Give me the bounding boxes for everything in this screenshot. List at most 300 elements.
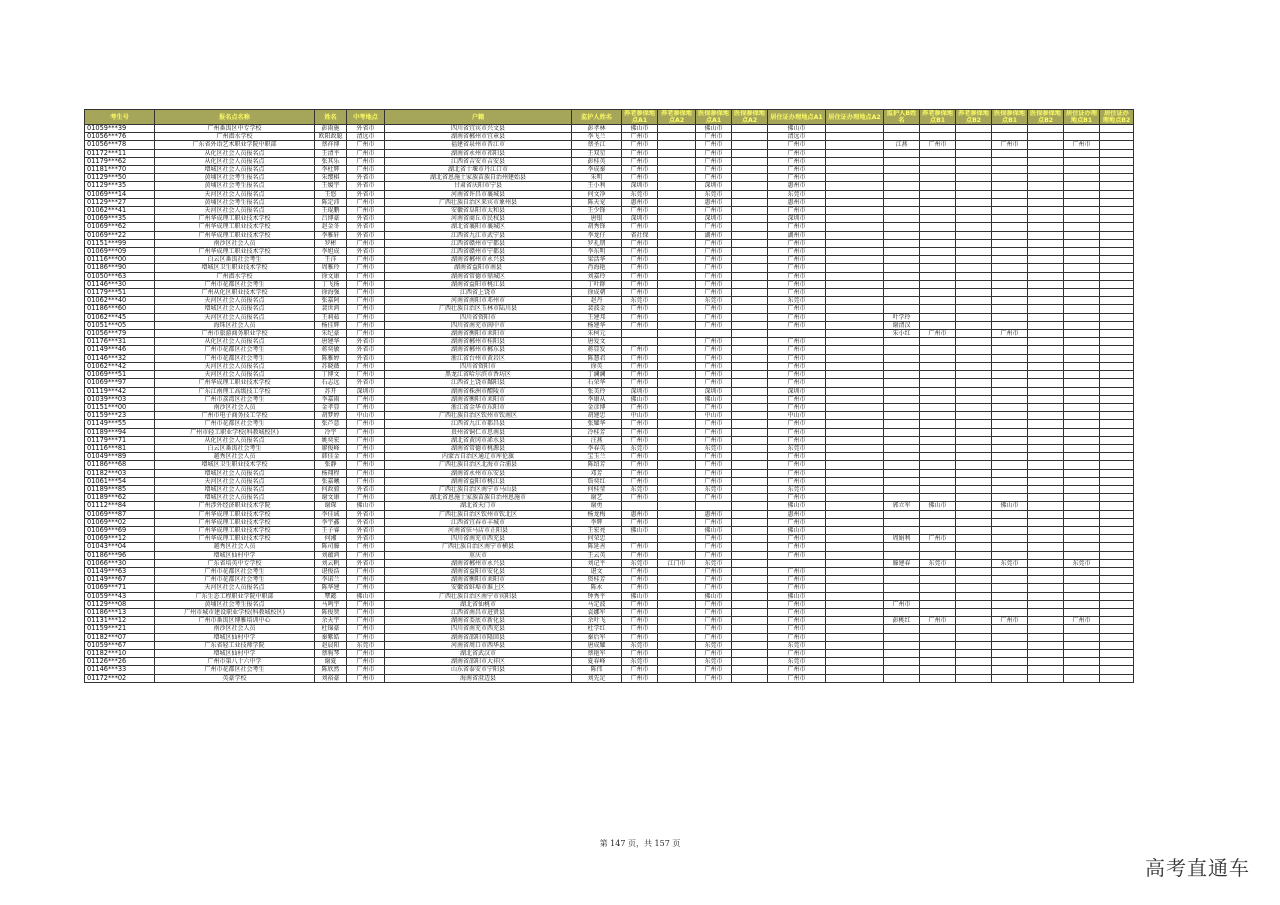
table-cell bbox=[920, 149, 956, 157]
table-cell bbox=[1028, 125, 1064, 133]
table-cell: 夏春峰 bbox=[572, 658, 622, 666]
table-cell bbox=[920, 297, 956, 305]
table-cell: 湖州市 bbox=[768, 231, 826, 239]
table-cell bbox=[1064, 436, 1100, 444]
table-row bbox=[85, 412, 1134, 420]
table-cell: 广州市 bbox=[347, 617, 385, 625]
table-cell: 天河区社会人员报名点 bbox=[155, 297, 315, 305]
table-cell bbox=[1028, 444, 1064, 452]
table-cell bbox=[920, 608, 956, 616]
table-cell: 广州市 bbox=[768, 264, 826, 272]
table-cell bbox=[920, 428, 956, 436]
table-cell bbox=[658, 280, 696, 288]
table-cell bbox=[884, 182, 920, 190]
table-cell: 惠州市 bbox=[622, 198, 658, 206]
table-cell bbox=[826, 444, 884, 452]
table-cell: 何湘 bbox=[315, 535, 347, 543]
table-cell: 广州市 bbox=[622, 239, 658, 247]
table-cell: 01186***90 bbox=[85, 264, 155, 272]
table-cell bbox=[1028, 198, 1064, 206]
table-cell bbox=[1100, 674, 1134, 682]
table-cell: 深圳市 bbox=[768, 215, 826, 223]
table-cell bbox=[992, 436, 1028, 444]
table-cell: 广州市 bbox=[347, 403, 385, 411]
table-cell: 广州市 bbox=[622, 223, 658, 231]
table-cell: 广州市 bbox=[622, 608, 658, 616]
table-cell: 01149***55 bbox=[85, 420, 155, 428]
table-cell: 01149***67 bbox=[85, 576, 155, 584]
table-cell: 广州市 bbox=[347, 280, 385, 288]
table-cell bbox=[1100, 625, 1134, 633]
table-cell bbox=[884, 403, 920, 411]
table-cell: 惠州市 bbox=[696, 510, 732, 518]
table-cell: 覃懿 bbox=[315, 592, 347, 600]
table-cell: 01129***35 bbox=[85, 182, 155, 190]
table-cell: 李旭成 bbox=[315, 248, 347, 256]
table-cell bbox=[826, 133, 884, 141]
table-cell: 广州市 bbox=[696, 141, 732, 149]
table-cell: 深圳市 bbox=[696, 387, 732, 395]
table-cell: 广州市 bbox=[920, 535, 956, 543]
table-cell: 广州市 bbox=[622, 166, 658, 174]
table-cell: 天河区社会人员报名点 bbox=[155, 362, 315, 370]
table-cell bbox=[1100, 444, 1134, 452]
table-cell bbox=[732, 477, 768, 485]
table-cell: 重庆市 bbox=[385, 551, 572, 559]
table-cell: 广州市 bbox=[696, 666, 732, 674]
table-cell bbox=[1028, 272, 1064, 280]
table-cell bbox=[956, 485, 992, 493]
table-cell bbox=[920, 190, 956, 198]
table-cell: 01050***63 bbox=[85, 272, 155, 280]
table-cell: 肖海艳 bbox=[572, 264, 622, 272]
table-cell bbox=[826, 125, 884, 133]
table-cell bbox=[1064, 133, 1100, 141]
table-cell: 广州市 bbox=[696, 280, 732, 288]
table-cell: 广州市 bbox=[696, 608, 732, 616]
table-cell bbox=[956, 198, 992, 206]
table-cell bbox=[1028, 338, 1064, 346]
table-cell bbox=[884, 166, 920, 174]
table-cell: 01182***03 bbox=[85, 469, 155, 477]
table-cell: 秦后军 bbox=[572, 633, 622, 641]
table-cell bbox=[1100, 133, 1134, 141]
table-cell: 清远市 bbox=[768, 133, 826, 141]
table-cell bbox=[992, 174, 1028, 182]
table-cell: 王清平 bbox=[315, 149, 347, 157]
table-cell: 东莞市 bbox=[622, 444, 658, 452]
table-row bbox=[85, 633, 1134, 641]
table-cell bbox=[732, 526, 768, 534]
table-cell: 广州市 bbox=[696, 149, 732, 157]
table-cell: 朱明 bbox=[572, 174, 622, 182]
table-cell bbox=[1028, 576, 1064, 584]
table-cell bbox=[884, 453, 920, 461]
table-cell bbox=[1064, 444, 1100, 452]
table-cell bbox=[920, 313, 956, 321]
table-cell: 广州市 bbox=[696, 436, 732, 444]
table-cell bbox=[732, 182, 768, 190]
table-cell: 安徽省蚌埠市淮上区 bbox=[385, 584, 572, 592]
table-cell bbox=[992, 190, 1028, 198]
table-cell: 01116***00 bbox=[85, 256, 155, 264]
table-cell: 广州市 bbox=[347, 330, 385, 338]
table-cell: 增城区仙村中学 bbox=[155, 650, 315, 658]
table-cell: 湖南省郴州市永兴县 bbox=[385, 559, 572, 567]
table-cell bbox=[992, 453, 1028, 461]
table-cell bbox=[1028, 477, 1064, 485]
table-cell bbox=[658, 149, 696, 157]
table-cell bbox=[1028, 453, 1064, 461]
table-cell bbox=[732, 362, 768, 370]
table-row bbox=[85, 272, 1134, 280]
table-cell: 广州市 bbox=[622, 379, 658, 387]
table-cell: 王少锋 bbox=[572, 207, 622, 215]
table-cell bbox=[1028, 346, 1064, 354]
table-cell bbox=[992, 166, 1028, 174]
table-cell: 广州市 bbox=[768, 248, 826, 256]
column-header: 养老参保地点B1 bbox=[920, 110, 956, 125]
table-cell bbox=[920, 321, 956, 329]
table-cell bbox=[732, 567, 768, 575]
table-cell bbox=[1100, 584, 1134, 592]
table-row bbox=[85, 215, 1134, 223]
table-cell bbox=[658, 658, 696, 666]
table-cell bbox=[992, 280, 1028, 288]
table-cell bbox=[1064, 510, 1100, 518]
table-cell bbox=[920, 280, 956, 288]
table-cell bbox=[956, 617, 992, 625]
table-cell bbox=[732, 190, 768, 198]
table-cell bbox=[992, 420, 1028, 428]
table-cell: 01129***50 bbox=[85, 174, 155, 182]
table-cell bbox=[1100, 633, 1134, 641]
table-cell: 蔡圣江 bbox=[572, 141, 622, 149]
table-cell: 01129***27 bbox=[85, 198, 155, 206]
table-cell bbox=[884, 436, 920, 444]
table-cell: 黄埔区社会考生报名点 bbox=[155, 182, 315, 190]
table-cell bbox=[992, 362, 1028, 370]
table-cell: 广州市 bbox=[347, 289, 385, 297]
table-cell bbox=[732, 395, 768, 403]
table-cell: 汪燕 bbox=[572, 436, 622, 444]
table-cell bbox=[826, 166, 884, 174]
table-cell bbox=[1028, 395, 1064, 403]
column-header: 医保参保地点B2 bbox=[1028, 110, 1064, 125]
table-cell: 广州市 bbox=[696, 272, 732, 280]
table-cell bbox=[1028, 650, 1064, 658]
table-cell bbox=[920, 641, 956, 649]
table-cell bbox=[826, 362, 884, 370]
table-cell bbox=[992, 551, 1028, 559]
table-cell: 李嘉雨 bbox=[315, 395, 347, 403]
table-cell bbox=[1064, 239, 1100, 247]
table-cell: 谢夏 bbox=[315, 658, 347, 666]
table-cell: 廖俊峰 bbox=[315, 444, 347, 452]
table-cell: 广州市 bbox=[622, 141, 658, 149]
table-cell bbox=[732, 305, 768, 313]
table-cell bbox=[884, 461, 920, 469]
table-row bbox=[85, 141, 1134, 149]
table-cell bbox=[1028, 239, 1064, 247]
table-cell: 王双星 bbox=[572, 149, 622, 157]
table-cell: 湖北省恩施土家族苗族自治州建始县 bbox=[385, 174, 572, 182]
table-cell bbox=[1100, 412, 1134, 420]
table-cell bbox=[884, 526, 920, 534]
table-cell bbox=[658, 157, 696, 165]
table-cell bbox=[920, 125, 956, 133]
table-cell bbox=[920, 207, 956, 215]
table-cell: 江燕 bbox=[884, 141, 920, 149]
table-cell bbox=[732, 625, 768, 633]
table-cell bbox=[732, 297, 768, 305]
table-cell: 广州市 bbox=[347, 567, 385, 575]
table-cell: 广州市第八十六中学 bbox=[155, 658, 315, 666]
table-cell: 李康从 bbox=[572, 395, 622, 403]
table-cell: 广州市 bbox=[768, 371, 826, 379]
table-cell: 从化区社会人员报名点 bbox=[155, 338, 315, 346]
table-row bbox=[85, 477, 1134, 485]
table-cell: 徐文康 bbox=[315, 272, 347, 280]
table-cell: 广州市 bbox=[622, 272, 658, 280]
table-cell bbox=[1064, 207, 1100, 215]
table-cell bbox=[1028, 412, 1064, 420]
table-cell bbox=[1064, 305, 1100, 313]
table-cell bbox=[956, 125, 992, 133]
table-cell bbox=[1100, 658, 1134, 666]
table-cell bbox=[658, 674, 696, 682]
table-cell: 广州市 bbox=[622, 477, 658, 485]
table-cell bbox=[696, 330, 732, 338]
table-cell bbox=[658, 592, 696, 600]
table-cell: 外省市 bbox=[347, 535, 385, 543]
table-cell: 广州市 bbox=[622, 518, 658, 526]
table-cell: 广州市 bbox=[696, 428, 732, 436]
column-header: 养老参保地点A1 bbox=[622, 110, 658, 125]
table-cell bbox=[1100, 494, 1134, 502]
table-cell: 01159***21 bbox=[85, 625, 155, 633]
table-cell: 广州市 bbox=[347, 453, 385, 461]
table-cell: 湖南省常德市鼎城区 bbox=[385, 272, 572, 280]
table-cell bbox=[658, 141, 696, 149]
table-cell: 广州市 bbox=[696, 535, 732, 543]
table-cell: 周雅玲 bbox=[315, 264, 347, 272]
table-cell: 广州市 bbox=[768, 477, 826, 485]
table-cell: 冷桂芳 bbox=[572, 428, 622, 436]
table-cell: 徐海强 bbox=[315, 289, 347, 297]
table-cell: 广州市 bbox=[347, 469, 385, 477]
table-cell: 01189***62 bbox=[85, 494, 155, 502]
table-cell bbox=[956, 248, 992, 256]
table-cell: 张美玲 bbox=[572, 387, 622, 395]
table-cell bbox=[1100, 469, 1134, 477]
table-row bbox=[85, 305, 1134, 313]
table-cell: 广州从化区职业技术学校 bbox=[155, 289, 315, 297]
table-cell: 广州市 bbox=[347, 239, 385, 247]
table-cell: 东莞市 bbox=[622, 641, 658, 649]
table-cell: 东莞市 bbox=[768, 658, 826, 666]
table-cell: 唐爱文 bbox=[572, 338, 622, 346]
table-cell bbox=[956, 182, 992, 190]
table-cell bbox=[1064, 346, 1100, 354]
table-cell: 广州市 bbox=[768, 305, 826, 313]
table-cell bbox=[956, 592, 992, 600]
table-cell bbox=[1100, 346, 1134, 354]
table-cell bbox=[992, 133, 1028, 141]
table-cell bbox=[1028, 666, 1064, 674]
table-cell: 河南省商丘市民权县 bbox=[385, 215, 572, 223]
table-cell: 东莞市 bbox=[768, 190, 826, 198]
table-cell: 江西省九江市武宁县 bbox=[385, 231, 572, 239]
table-cell bbox=[884, 338, 920, 346]
table-cell: 01049***89 bbox=[85, 453, 155, 461]
table-cell: 江西省吉安市吉安县 bbox=[385, 157, 572, 165]
table-cell bbox=[732, 592, 768, 600]
table-cell bbox=[658, 190, 696, 198]
table-cell: 广州华成理工职业技术学校 bbox=[155, 510, 315, 518]
table-cell: 外省市 bbox=[347, 338, 385, 346]
table-cell: 东莞市 bbox=[1064, 559, 1100, 567]
table-cell bbox=[1064, 166, 1100, 174]
table-row bbox=[85, 354, 1134, 362]
table-cell bbox=[826, 420, 884, 428]
table-cell: 广州市 bbox=[696, 469, 732, 477]
table-cell bbox=[732, 125, 768, 133]
table-row bbox=[85, 485, 1134, 493]
table-cell: 01051***05 bbox=[85, 321, 155, 329]
table-cell bbox=[826, 453, 884, 461]
table-cell bbox=[658, 174, 696, 182]
table-cell: 江西省九江市都昌县 bbox=[385, 420, 572, 428]
table-cell: 欧阳政聪 bbox=[315, 133, 347, 141]
table-cell bbox=[1028, 494, 1064, 502]
table-cell bbox=[884, 551, 920, 559]
table-cell: 广州华成理工职业技术学校 bbox=[155, 518, 315, 526]
table-cell: 陈伟 bbox=[572, 666, 622, 674]
table-cell bbox=[658, 600, 696, 608]
table-cell: 广州市 bbox=[696, 239, 732, 247]
table-cell bbox=[658, 231, 696, 239]
table-cell bbox=[956, 379, 992, 387]
table-cell: 01056***79 bbox=[85, 330, 155, 338]
table-cell: 广州市 bbox=[622, 403, 658, 411]
table-cell: 江西省赣州市宁都县 bbox=[385, 248, 572, 256]
table-cell: 蒋奕敏 bbox=[315, 346, 347, 354]
table-cell: 广州市 bbox=[347, 305, 385, 313]
table-cell: 广州市 bbox=[622, 321, 658, 329]
table-cell bbox=[1100, 608, 1134, 616]
table-cell: 深圳市 bbox=[696, 182, 732, 190]
table-cell: 广州市 bbox=[696, 461, 732, 469]
table-cell: 深圳市 bbox=[696, 215, 732, 223]
table-cell: 王宏亮 bbox=[572, 526, 622, 534]
table-cell bbox=[956, 543, 992, 551]
table-cell bbox=[1100, 313, 1134, 321]
table-cell: 01182***10 bbox=[85, 650, 155, 658]
table-row bbox=[85, 576, 1134, 584]
table-cell bbox=[1028, 485, 1064, 493]
table-cell bbox=[956, 223, 992, 231]
table-cell: 01056***78 bbox=[85, 141, 155, 149]
table-cell bbox=[920, 543, 956, 551]
table-cell: 广州市 bbox=[768, 141, 826, 149]
table-row bbox=[85, 674, 1134, 682]
table-cell bbox=[622, 338, 658, 346]
table-cell: 金彦博 bbox=[572, 403, 622, 411]
table-cell: 01116***81 bbox=[85, 444, 155, 452]
table-cell: 广东省培英中专学校 bbox=[155, 559, 315, 567]
table-cell: 广州市 bbox=[884, 600, 920, 608]
table-row bbox=[85, 617, 1134, 625]
table-cell: 广州市 bbox=[768, 321, 826, 329]
table-cell: 广州市 bbox=[768, 289, 826, 297]
table-cell bbox=[1028, 526, 1064, 534]
table-cell bbox=[1100, 338, 1134, 346]
table-cell bbox=[956, 338, 992, 346]
table-cell: 杨龙梅 bbox=[572, 510, 622, 518]
table-cell bbox=[826, 231, 884, 239]
table-cell: 增城区卫生职业技术学校 bbox=[155, 461, 315, 469]
table-cell bbox=[920, 379, 956, 387]
table-cell bbox=[1100, 305, 1134, 313]
table-cell: 广州华成理工职业技术学校 bbox=[155, 526, 315, 534]
table-row bbox=[85, 567, 1134, 575]
table-cell: 广州市花都区社会考生 bbox=[155, 354, 315, 362]
table-cell bbox=[884, 650, 920, 658]
table-cell bbox=[732, 428, 768, 436]
table-cell bbox=[1064, 215, 1100, 223]
table-cell: 广州市 bbox=[768, 494, 826, 502]
table-cell: 李成秦 bbox=[572, 166, 622, 174]
table-cell bbox=[884, 477, 920, 485]
table-cell: 刘嘉玲 bbox=[572, 272, 622, 280]
table-cell: 彭桃红 bbox=[884, 617, 920, 625]
table-cell bbox=[884, 264, 920, 272]
table-cell: 01062***42 bbox=[85, 362, 155, 370]
table-cell bbox=[1100, 510, 1134, 518]
table-cell: 广州市 bbox=[622, 584, 658, 592]
table-cell: 湖州市 bbox=[696, 231, 732, 239]
table-cell bbox=[956, 395, 992, 403]
table-cell: 外省市 bbox=[347, 354, 385, 362]
table-row bbox=[85, 280, 1134, 288]
table-cell: 广州华成理工职业技术学校 bbox=[155, 535, 315, 543]
table-cell: 佛山市 bbox=[347, 502, 385, 510]
table-cell: 广州市 bbox=[696, 543, 732, 551]
table-cell bbox=[658, 362, 696, 370]
table-cell: 姚奕宏 bbox=[315, 436, 347, 444]
table-cell bbox=[732, 510, 768, 518]
table-cell: 广州市 bbox=[768, 379, 826, 387]
table-cell bbox=[1064, 526, 1100, 534]
table-cell bbox=[658, 223, 696, 231]
table-cell bbox=[622, 502, 658, 510]
table-cell bbox=[826, 633, 884, 641]
table-cell: 湖南省邵阳市隆回县 bbox=[385, 633, 572, 641]
table-cell: 01186***60 bbox=[85, 305, 155, 313]
table-cell bbox=[658, 494, 696, 502]
table-cell bbox=[992, 461, 1028, 469]
table-cell bbox=[884, 256, 920, 264]
table-cell: 广州市 bbox=[622, 256, 658, 264]
table-cell: 广州市 bbox=[347, 321, 385, 329]
table-cell bbox=[1028, 584, 1064, 592]
table-cell: 张耀华 bbox=[572, 420, 622, 428]
table-cell: 甘肃省庆阳市宁县 bbox=[385, 182, 572, 190]
table-cell bbox=[658, 412, 696, 420]
table-cell: 何桂莹 bbox=[572, 485, 622, 493]
table-cell bbox=[732, 354, 768, 362]
